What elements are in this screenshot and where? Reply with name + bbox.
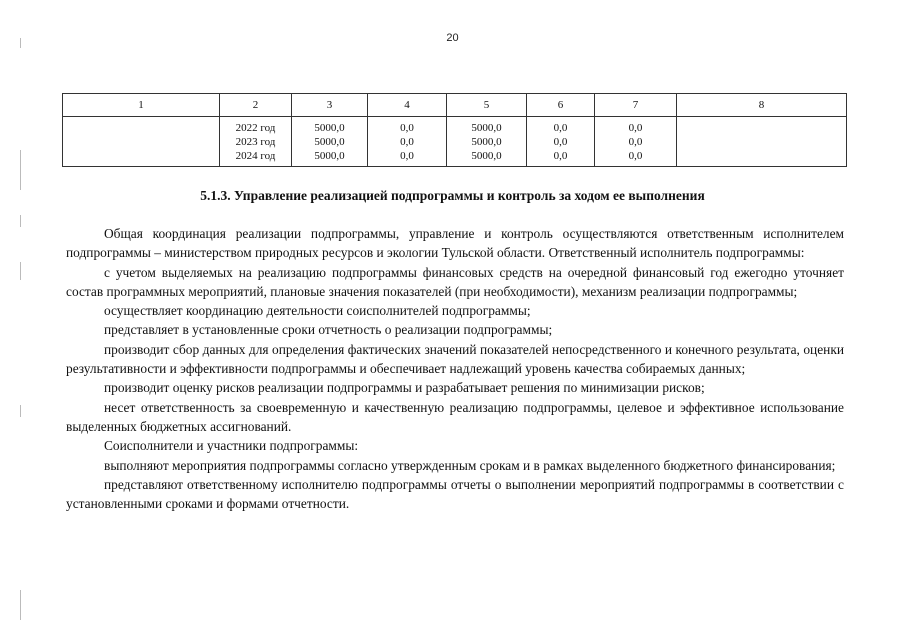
- cell-value: 0,0: [553, 122, 568, 134]
- cell-value: 0,0: [400, 150, 414, 162]
- cell-value: 5000,0: [314, 150, 345, 162]
- column-header: 7: [595, 94, 677, 117]
- cell-value: 0,0: [553, 150, 568, 162]
- table-cell: [292, 117, 368, 167]
- cell-value: 0,0: [628, 150, 643, 162]
- body-text: [66, 224, 844, 513]
- scan-margin-mark: [20, 215, 21, 227]
- column-header: 1: [63, 94, 220, 117]
- column-header: 5: [447, 94, 527, 117]
- table-header-row: [63, 94, 847, 117]
- column-header: 6: [527, 94, 595, 117]
- paragraph: Общая координация реализации подпрограммы, управление и контроль осуществляются ответственным исполнителем подпрограммы – министерством природных ресурсов и экологии Тульской области. Ответственный исполнитель подпрограммы:: [66, 226, 844, 261]
- column-header: 3: [292, 94, 368, 117]
- page-number: 20: [446, 32, 459, 44]
- budget-table: [62, 93, 847, 167]
- cell-value: 5000,0: [314, 136, 345, 148]
- cell-value: 0,0: [400, 122, 414, 134]
- paragraph: Соисполнители и участники подпрограммы:: [104, 438, 359, 454]
- table-cell: [527, 117, 595, 167]
- table-cell: [677, 117, 847, 167]
- cell-value: 2022 год: [235, 122, 276, 134]
- table-cell: [595, 117, 677, 167]
- table-cell: [368, 117, 447, 167]
- cell-value: 0,0: [400, 136, 414, 148]
- scan-margin-mark: [20, 405, 21, 417]
- cell-value: 5000,0: [314, 122, 345, 134]
- paragraph: с учетом выделяемых на реализацию подпрограммы финансовых средств на очередной финансовый год ежегодно уточняет состав программных мероприятий, плановые значения показателей (при необходимости), механизм реализации подпрограммы;: [66, 264, 844, 299]
- scan-margin-mark: [20, 590, 21, 620]
- paragraph: выполняют мероприятия подпрограммы согласно утвержденным срокам и в рамках выделенного бюджетного финансирования;: [104, 457, 836, 473]
- cell-value: 5000,0: [471, 136, 502, 148]
- cell-value: 0,0: [553, 136, 568, 148]
- column-header: 4: [368, 94, 447, 117]
- column-header: 2: [220, 94, 292, 117]
- table-cell: [447, 117, 527, 167]
- cell-value: 5000,0: [471, 122, 502, 134]
- table-cell-years: [220, 117, 292, 167]
- cell-value: 2024 год: [235, 150, 276, 162]
- table-row: [63, 117, 847, 167]
- cell-value: 0,0: [628, 136, 643, 148]
- paragraph: несет ответственность за своевременную и качественную реализацию подпрограммы, целевое и эффективное использование выделенных бюджетных ассигнований.: [66, 399, 844, 434]
- cell-value: 2023 год: [235, 136, 276, 148]
- paragraph: представляет в установленные сроки отчетность о реализации подпрограммы;: [104, 322, 553, 338]
- paragraph: осуществляет координацию деятельности соисполнителей подпрограммы;: [104, 303, 531, 319]
- paragraph: представляют ответственному исполнителю подпрограммы отчеты о выполнении мероприятий подпрограммы в соответствии с установленными сроками и формами отчетности.: [66, 476, 844, 512]
- cell-value: 0,0: [628, 122, 643, 134]
- scan-margin-mark: [20, 262, 21, 280]
- cell-value: 5000,0: [471, 150, 502, 162]
- paragraph: производит сбор данных для определения фактических значений показателей непосредственного и конечного результата, оценки результативности и эффективности подпрограммы и обеспечивает надлежащий уровень качества собираемых данных;: [66, 341, 844, 377]
- table-cell: [63, 117, 220, 167]
- column-header: 8: [677, 94, 847, 117]
- paragraph: производит оценку рисков реализации подпрограммы и разрабатывает решения по минимизации рисков;: [104, 380, 705, 396]
- scan-margin-mark: [20, 150, 21, 190]
- section-title: 5.1.3. Управление реализацией подпрограммы и контроль за ходом ее выполнения: [200, 188, 705, 203]
